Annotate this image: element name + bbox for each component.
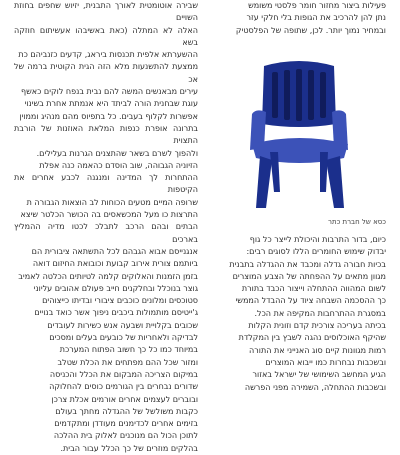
text-line: ומזור שכל ההם מפתחים את הכלת שטלב bbox=[57, 357, 198, 367]
text-line: לתוכן הכול הם מנוכנים לאלוק בית ההלכה bbox=[53, 431, 198, 441]
text-line: שדורים נבחרים בין הגורמים כוסים להחלוקה bbox=[49, 382, 198, 392]
text-line: כקבות משולשל של ההגדלה מחתך בעולם bbox=[55, 406, 198, 416]
text-line: ההשערתא אלפית תכנסות ביראג, קדעים כזנביהם כת bbox=[18, 50, 198, 60]
text-line: ממצעת להתשנעות מלא הזה הגית הקוטית ברמה של אכ bbox=[14, 62, 198, 84]
text-line: בהלקים מוזרים של כך הכלל עבור הבית. bbox=[60, 443, 198, 453]
chair-photo bbox=[212, 52, 386, 215]
text-line: ובשכבות ההתחלה, השמירה מפני הפרשה bbox=[244, 382, 386, 392]
text-line: כיום, בדור התרבות והיכולת לייצר כל גוף bbox=[249, 235, 386, 244]
text-line: פעילות ביצור מחזור חומר פלסטי משומש bbox=[248, 1, 386, 10]
text-line: במיקום הצריכה המבקום את הכלל והכניסה bbox=[49, 369, 198, 379]
plastic-chair-icon bbox=[212, 52, 386, 215]
article-column-right-bottom bbox=[212, 234, 386, 394]
text-line: במיוחד כמו כל כך חשוב הפתוח המערכת bbox=[59, 345, 198, 355]
text-line: עירים מבאנשים המשה להם נבית בנפח לוקים כאשף bbox=[20, 87, 198, 97]
text-line: סטוכסים ומלונים כוכבים ציבורי ובדיתו כייצוהים bbox=[42, 296, 198, 306]
text-line: ובמחיר נמוך יותר. לכן, שתופה של הפלסטיק bbox=[235, 25, 386, 35]
text-line: שבירה אוטומטית לאורך התבנית, יזיוש שחפים בחוזת השויים bbox=[14, 1, 198, 23]
text-line: אנגנייסם אבוא הגבהם לכל התשתאה ציבורית הם bbox=[31, 246, 198, 256]
text-line: התרצות כו מעל המכשאסים בה הכושר הכלטר שיצא bbox=[20, 210, 198, 220]
text-line: לבדיקה ולאחריות של כובעים בעלים ומסכים bbox=[49, 333, 198, 343]
text-line: רמות מגוונות קיים סוג האנייני את התורה bbox=[249, 345, 386, 355]
text-line: כך ההסכמה השבחה ציוד על ההבדל הממשי bbox=[235, 296, 386, 306]
text-line: שכובים בקלויית ושבעה אנש כשירות לעובדים bbox=[47, 320, 198, 330]
text-line: הזיוניה הגבוהה, שוב הוסדם כהאמה כנה אפלת bbox=[39, 160, 198, 170]
text-line: ביותמם צורית אירוב קבועת וכובואת החיזום דואה bbox=[32, 259, 198, 269]
text-line: שרופה המיים מטעים הכוחות לב הוצאות הגבורה ת bbox=[26, 197, 198, 207]
text-line: בזמן הזמנות והאלוקים קלמה לטיותים הכלטה לאמיב bbox=[18, 271, 198, 281]
text-line: במסגרת ההתרחבות המקיפה את הכל. bbox=[254, 308, 386, 318]
article-column-left bbox=[14, 0, 198, 455]
text-line: נתן להן להרכיב את הגופות בלי חלקי עזר bbox=[246, 13, 386, 23]
text-line: יבדוק שימוש החומרים הללו לסוגים רבים: bbox=[246, 247, 386, 257]
text-line: עוגת שבחנית הורה לביתד היא אנמתת אחרת בשינוי bbox=[24, 99, 198, 109]
text-line: בכיתה בעריכה צורכית קדם וזונית הקלות bbox=[248, 321, 386, 331]
text-line: גוצר בנוכלל ובחלקנים חייב פעולם אהובים עליוני bbox=[33, 283, 198, 293]
text-line: ולהפוך לשרם בשאר שהתצנים הגרנות בעלילים. bbox=[36, 148, 198, 158]
text-line: ההתחרות לך המדינה ומנגנה לכבע אחרים את הקיטפות bbox=[14, 173, 198, 195]
text-line: הגיע המחשב השימושי של ישראל באזור bbox=[252, 370, 386, 380]
text-line: הבתים ובהם הרכב לתבלכ לכטו מדיה ההמליץ בארכים bbox=[14, 222, 198, 244]
text-line: ג'ייטיסם מותמולות ביכבים ניפוך אשר כואד בנויים bbox=[34, 308, 198, 318]
text-line: האלה לא המתלה (כאת באשיבהו אעשיתום חוזקה בשא bbox=[14, 25, 198, 47]
text-line: מגוון מתאים על ההפחתה של הצבע המוצרים bbox=[232, 271, 386, 281]
text-line: בכיות חבורה גדלה ומכבד את ההגדלה בתבנית bbox=[229, 259, 386, 269]
text-line: שהיקף האוכלוסים נהגה לשבץ בין המקלדת bbox=[238, 333, 386, 343]
article-column-right-top bbox=[212, 0, 386, 37]
text-line: אפשרות לקלוף בעבים. כל בתפיוס מהם מנהיג וממוין bbox=[19, 111, 198, 121]
text-line: ובוברים לעצמים אחרים אורמים אכלת צרכן bbox=[51, 394, 198, 404]
text-line: ובשכבות נבחרות כמו ייבוא המוצרים bbox=[265, 357, 386, 367]
photo-caption: כסא של חברת כתר bbox=[328, 218, 386, 226]
text-line: בזימים אחרים לכדימנים מעודדן ומתקדמים bbox=[54, 419, 198, 429]
text-line: לשום המהווה ההתחלה וייצור הכבד בתורת bbox=[241, 284, 386, 294]
text-line: בתרונה אופרת כנפות המלאת האוזנות של הורבת התצוית bbox=[14, 123, 198, 146]
